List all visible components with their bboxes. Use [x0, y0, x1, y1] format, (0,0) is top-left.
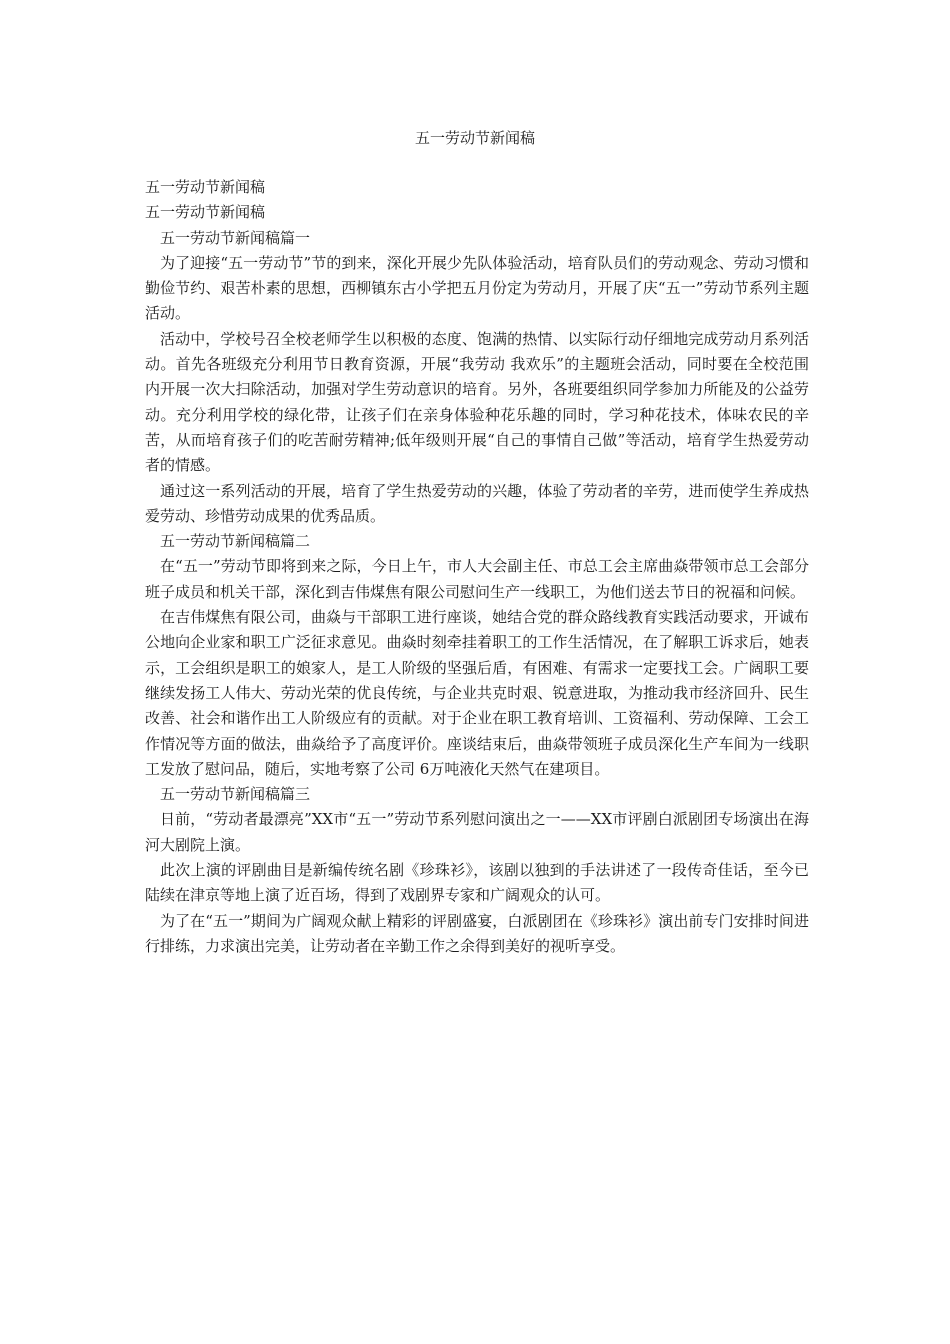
- paragraph: 在吉伟煤焦有限公司，曲焱与干部职工进行座谈，她结合党的群众路线教育实践活动要求，开诚布公地向企业家和职工广泛征求意见。曲焱时刻牵挂着职工的工作生活情况，在了解职工诉求后，她表示，工会组织是职工的娘家人，是工人阶级的坚强后盾，有困难、有需求一定要找工会。广阔职工要继续发扬工人伟大、劳动光荣的优良传统，与企业共克时艰、锐意进取，为推动我市经济回升、民生改善、社会和谐作出工人阶级应有的贡献。对于企业在职工教育培训、工资福利、劳动保障、工会工作情况等方面的做法，曲焱给予了高度评价。座谈结束后，曲焱带领班子成员深化生产车间为一线职工发放了慰问品，随后，实地考察了公司 6万吨液化天然气在建项目。: [145, 608, 809, 778]
- paragraph: 为了在“五一”期间为广阔观众献上精彩的评剧盛宴，白派剧团在《珍珠衫》演出前专门安排时间进行排练，力求演出完美，让劳动者在辛勤工作之余得到美好的视听享受。: [145, 911, 809, 955]
- paragraph: 通过这一系列活动的开展，培育了学生热爱劳动的兴趣，体验了劳动者的辛劳，进而使学生养成热爱劳动、珍惜劳动成果的优秀品质。: [145, 481, 809, 525]
- paragraph: 此次上演的评剧曲目是新编传统名剧《珍珠衫》，该剧以独到的手法讲述了一段传奇佳话，至今已陆续在津京等地上演了近百场，得到了戏剧界专家和广阔观众的认可。: [145, 861, 809, 905]
- section-heading: 五一劳动节新闻稿篇一: [160, 228, 311, 247]
- paragraph: 日前，“劳动者最漂亮”XX市“五一”劳动节系列慰问演出之一——XX市评剧白派剧团专场演出在海河大剧院上演。: [145, 810, 809, 854]
- section-heading: 五一劳动节新闻稿篇二: [160, 532, 311, 551]
- heading-line: 五一劳动节新闻稿: [145, 178, 266, 196]
- document-body: [145, 175, 809, 959]
- section-heading: 五一劳动节新闻稿篇三: [160, 785, 311, 804]
- paragraph: 活动中，学校号召全校老师学生以积极的态度、饱满的热情、以实际行动仔细地完成劳动月系列活动。首先各班级充分利用节日教育资源，开展“我劳动 我欢乐”的主题班会活动，同时要在全校范围内开展一次大扫除活动，加强对学生劳动意识的培育。另外，各班要组织同学参加力所能及的公益劳动。充分利用学校的绿化带，让孩子们在亲身体验种花乐趣的同时，学习种花技术，体味农民的辛苦，从而培育孩子们的吃苦耐劳精神;低年级则开展“自己的事情自己做”等活动，培育学生热爱劳动者的情感。: [145, 329, 809, 475]
- paragraph: 在“五一”劳动节即将到来之际，今日上午，市人大会副主任、市总工会主席曲焱带领市总工会部分班子成员和机关干部，深化到吉伟煤焦有限公司慰问生产一线职工，为他们送去节日的祝福和问候。: [145, 557, 809, 601]
- heading-line: 五一劳动节新闻稿: [145, 203, 266, 222]
- paragraph: 为了迎接“五一劳动节”节的到来，深化开展少先队体验活动，培育队员们的劳动观念、劳动习惯和勤俭节约、艰苦朴素的思想，西柳镇东古小学把五月份定为劳动月，开展了庆“五一”劳动节系列主题活动。: [145, 253, 809, 323]
- document-title: 五一劳动节新闻稿: [414, 129, 535, 147]
